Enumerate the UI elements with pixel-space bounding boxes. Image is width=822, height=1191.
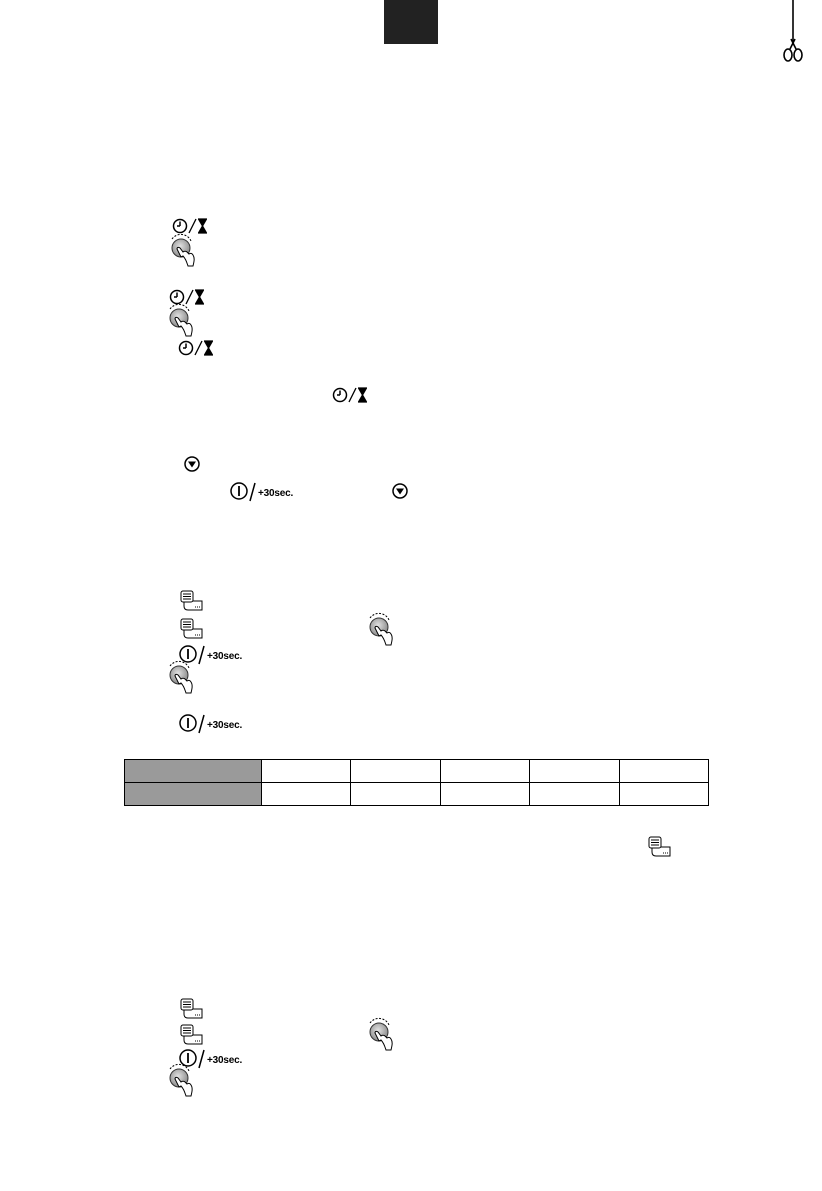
start-button-icon <box>179 713 207 735</box>
table-cell <box>440 760 529 783</box>
dial-hand-icon <box>366 1019 396 1053</box>
table-cell <box>619 760 708 783</box>
table-cell <box>262 783 351 806</box>
clock-timer-icon <box>332 387 368 404</box>
clock-timer-icon <box>178 340 214 357</box>
scissors-icon <box>784 39 802 61</box>
dial-hand-icon <box>168 235 198 269</box>
menu-programme-icon <box>180 1024 204 1046</box>
table-cell <box>619 783 708 806</box>
plus-30sec-label: +30sec. <box>207 1055 243 1066</box>
table-header-cell <box>125 760 262 783</box>
table-cell <box>262 760 351 783</box>
menu-programme-icon <box>648 836 672 858</box>
menu-programme-icon <box>180 618 204 640</box>
table-cell <box>351 783 440 806</box>
menu-programme-icon <box>180 998 204 1020</box>
table-cell <box>530 760 619 783</box>
menu-programme-icon <box>180 590 204 612</box>
table-row <box>125 760 709 783</box>
dial-hand-icon <box>166 1065 196 1099</box>
start-button-icon <box>230 481 258 503</box>
clock-timer-icon <box>169 289 205 306</box>
table-cell <box>351 760 440 783</box>
table-cell <box>440 783 529 806</box>
table-cell <box>530 783 619 806</box>
down-arrow-icon <box>184 456 201 473</box>
clock-timer-icon <box>172 218 208 235</box>
dial-hand-icon <box>366 614 396 648</box>
time-table <box>124 759 709 806</box>
dial-hand-icon <box>166 305 196 339</box>
dial-hand-icon <box>166 662 196 696</box>
plus-30sec-label: +30sec. <box>258 488 294 499</box>
cut-line <box>0 0 822 80</box>
table-header-cell <box>125 783 262 806</box>
table-row <box>125 783 709 806</box>
down-arrow-icon <box>392 483 409 500</box>
plus-30sec-label: +30sec. <box>207 651 243 662</box>
plus-30sec-label: +30sec. <box>207 720 243 731</box>
